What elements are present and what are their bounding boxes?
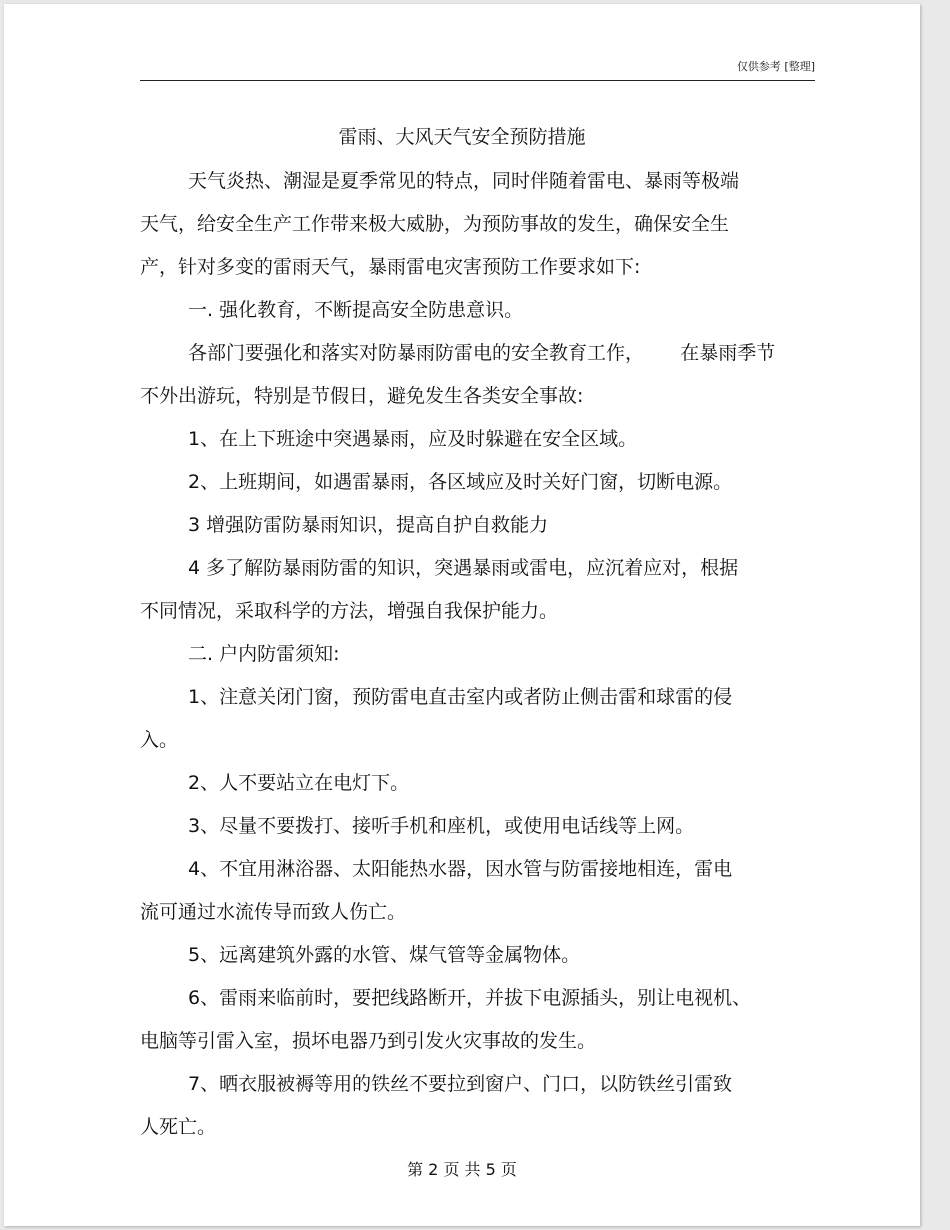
paragraph-line: 各部门要强化和落实对防暴雨防雷电的安全教育工作， 在暴雨季节	[188, 342, 776, 364]
paragraph-line: 天气，给安全生产工作带来极大威胁，为预防事故的发生，确保安全生	[140, 213, 730, 235]
list-item: 2、上班期间，如遇雷暴雨，各区域应及时关好门窗，切断电源。	[188, 471, 733, 493]
document-page	[4, 4, 920, 1226]
list-item: 7、晒衣服被褥等用的铁丝不要拉到窗户、门口，以防铁丝引雷致	[188, 1073, 733, 1095]
list-item: 3、尽量不要拨打、接听手机和座机，或使用电话线等上网。	[188, 815, 695, 837]
list-item: 5、远离建筑外露的水管、煤气管等金属物体。	[188, 944, 581, 966]
list-item: 2、人不要站立在电灯下。	[188, 772, 410, 794]
paragraph-line: 天气炎热、潮湿是夏季常见的特点，同时伴随着雷电、暴雨等极端	[188, 170, 740, 192]
document-body	[140, 160, 820, 1149]
paragraph-line: 流可通过水流传导而致人伤亡。	[140, 901, 407, 923]
paragraph-line: 人死亡。	[140, 1116, 217, 1138]
paragraph-line: 不外出游玩，特别是节假日，避免发生各类安全事故:	[140, 385, 584, 407]
document-title: 雷雨、大风天气安全预防措施	[338, 126, 586, 148]
page-footer: 第 2 页 共 5 页	[407, 1160, 517, 1179]
list-item: 1、在上下班途中突遇暴雨，应及时躲避在安全区域。	[188, 428, 638, 450]
paragraph-line: 产，针对多变的雷雨天气，暴雨雷电灾害预防工作要求如下:	[140, 256, 641, 278]
list-item: 4、不宜用淋浴器、太阳能热水器，因水管与防雷接地相连，雷电	[188, 858, 733, 880]
section-heading: 二. 户内防雷须知:	[188, 643, 340, 665]
page-header: 仅供参考 [整理]	[140, 58, 815, 81]
list-item: 4 多了解防暴雨防雷的知识，突遇暴雨或雷电，应沉着应对，根据	[188, 557, 739, 579]
list-item: 3 增强防雷防暴雨知识，提高自护自救能力	[188, 514, 549, 536]
list-item: 6、雷雨来临前时，要把线路断开，并拔下电源插头，别让电视机、	[188, 987, 752, 1009]
paragraph-line: 不同情况，采取科学的方法，增强自我保护能力。	[140, 600, 559, 622]
paragraph-line: 电脑等引雷入室，损坏电器乃到引发火灾事故的发生。	[140, 1030, 597, 1052]
section-heading: 一. 强化教育，不断提高安全防患意识。	[188, 299, 524, 321]
list-item: 1、注意关闭门窗，预防雷电直击室内或者防止侧击雷和球雷的侵	[188, 686, 733, 708]
paragraph-line: 入。	[140, 729, 179, 751]
